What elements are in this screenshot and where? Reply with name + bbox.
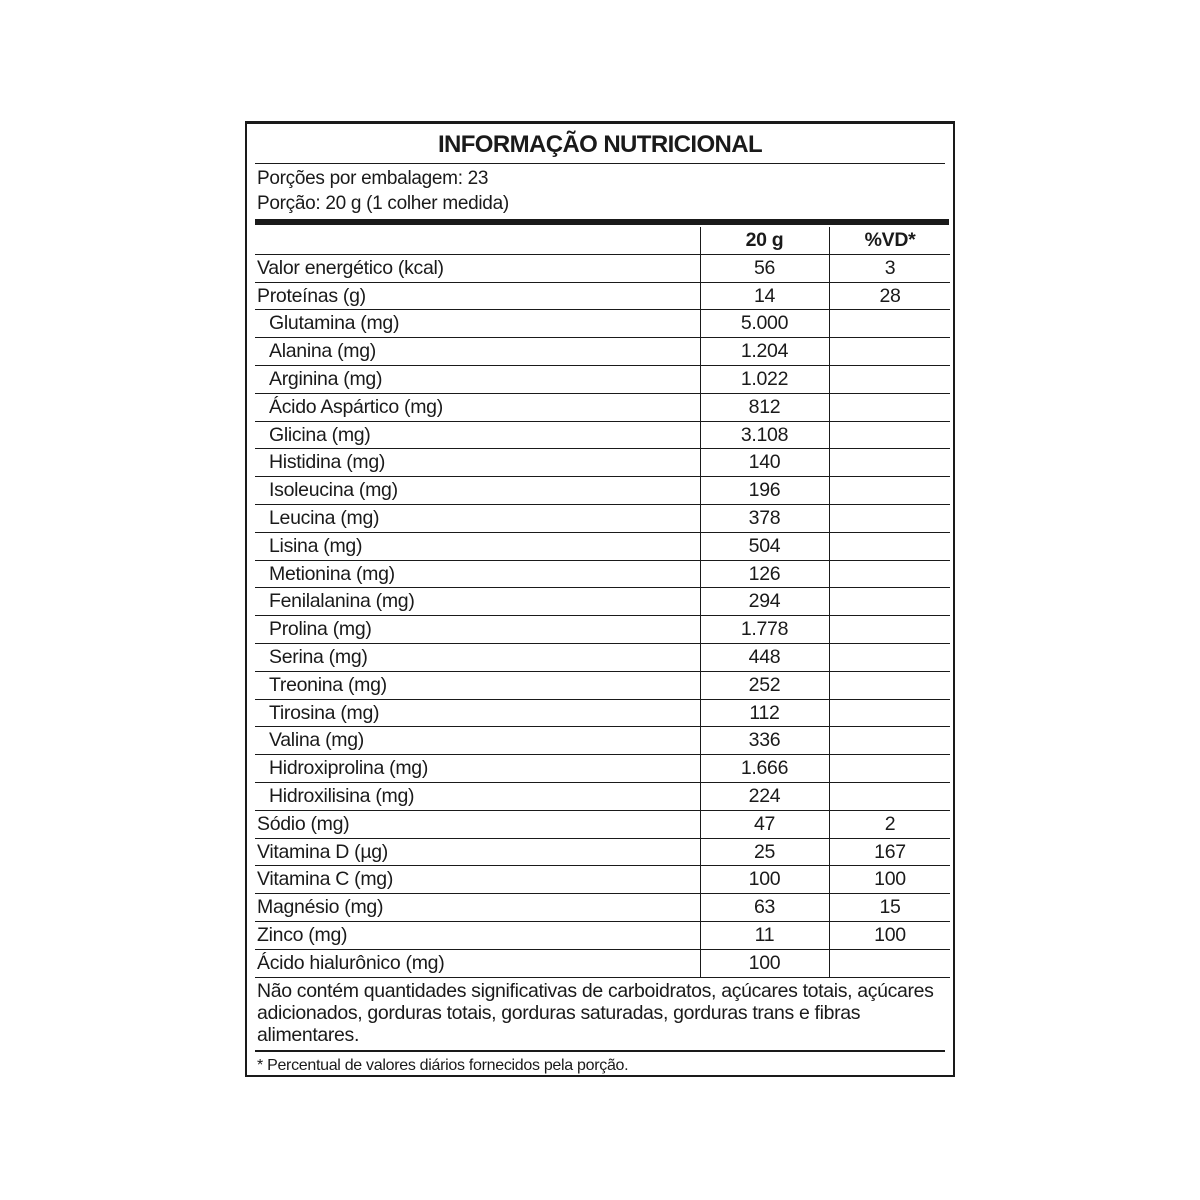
nutrient-amount: 252 xyxy=(700,672,828,699)
nutrient-dv xyxy=(829,533,950,560)
table-row xyxy=(255,811,950,839)
table-row xyxy=(255,255,950,283)
nutrient-dv xyxy=(829,672,950,699)
nutrient-dv xyxy=(829,616,950,643)
nutrient-amount: 196 xyxy=(700,477,828,504)
table-row xyxy=(255,394,950,422)
nutrient-amount: 140 xyxy=(700,449,828,476)
nutrient-amount: 112 xyxy=(700,700,828,727)
nutrient-name: Hidroxiprolina (mg) xyxy=(269,757,429,780)
table-row xyxy=(255,700,950,728)
table-row xyxy=(255,672,950,700)
nutrient-dv xyxy=(829,477,950,504)
nutrient-name: Fenilalanina (mg) xyxy=(269,590,415,613)
nutrient-name: Metionina (mg) xyxy=(269,562,395,585)
nutrient-amount: 1.778 xyxy=(700,616,828,643)
nutrient-name: Hidroxilisina (mg) xyxy=(269,784,415,807)
nutrient-name: Isoleucina (mg) xyxy=(269,479,398,502)
nutrient-dv xyxy=(829,366,950,393)
panel-title: INFORMAÇÃO NUTRICIONAL xyxy=(437,131,763,158)
nutrient-name: Ácido Aspártico (mg) xyxy=(269,395,443,418)
title-divider xyxy=(255,163,945,164)
nutrient-dv: 3 xyxy=(829,255,950,282)
serving-size: Porção: 20 g (1 colher medida) xyxy=(257,193,509,214)
footnote-divider xyxy=(255,1050,945,1052)
nutrient-amount: 1.204 xyxy=(700,338,828,365)
table-row xyxy=(255,950,950,978)
nutrient-name: Histidina (mg) xyxy=(269,451,386,474)
nutrient-name: Prolina (mg) xyxy=(269,618,372,641)
nutrient-name: Vitamina C (mg) xyxy=(257,868,394,891)
table-row xyxy=(255,283,950,311)
nutrient-dv xyxy=(829,505,950,532)
nutrient-dv: 2 xyxy=(829,811,950,838)
nutrient-dv: 28 xyxy=(829,283,950,310)
nutrient-dv xyxy=(829,783,950,810)
table-row xyxy=(255,755,950,783)
nutrient-name: Sódio (mg) xyxy=(257,812,350,835)
nutrient-dv xyxy=(829,588,950,615)
nutrient-amount: 224 xyxy=(700,783,828,810)
nutrient-name: Arginina (mg) xyxy=(269,367,383,390)
nutrient-dv xyxy=(829,700,950,727)
nutrient-table xyxy=(255,227,950,978)
nutrient-name: Glicina (mg) xyxy=(269,423,371,446)
nutrient-name: Lisina (mg) xyxy=(269,534,363,557)
nutrient-amount: 812 xyxy=(700,394,828,421)
nutrient-name: Treonina (mg) xyxy=(269,673,387,696)
nutrient-amount: 1.022 xyxy=(700,366,828,393)
nutrient-amount: 126 xyxy=(700,561,828,588)
nutrient-dv xyxy=(829,644,950,671)
nutrient-name: Serina (mg) xyxy=(269,645,368,668)
table-row xyxy=(255,922,950,950)
header-name-cell xyxy=(257,227,697,254)
table-row xyxy=(255,366,950,394)
nutrient-amount: 56 xyxy=(700,255,828,282)
table-row xyxy=(255,449,950,477)
table-row xyxy=(255,505,950,533)
nutrient-dv xyxy=(829,755,950,782)
nutrient-amount: 47 xyxy=(700,811,828,838)
nutrient-dv: 15 xyxy=(829,894,950,921)
nutrient-dv xyxy=(829,394,950,421)
nutrient-dv xyxy=(829,727,950,754)
servings-per-package: Porções por embalagem: 23 xyxy=(257,168,489,189)
nutrient-amount: 378 xyxy=(700,505,828,532)
table-row xyxy=(255,561,950,589)
nutrient-name: Proteínas (g) xyxy=(257,284,366,307)
nutrient-amount: 3.108 xyxy=(700,422,828,449)
nutrition-facts-panel xyxy=(245,121,955,1077)
nutrient-amount: 5.000 xyxy=(700,310,828,337)
nutrient-amount: 504 xyxy=(700,533,828,560)
nutrient-name: Zinco (mg) xyxy=(257,923,348,946)
table-row xyxy=(255,588,950,616)
nutrient-amount: 11 xyxy=(700,922,828,949)
nutrient-name: Vitamina D (µg) xyxy=(257,840,389,863)
nutrient-amount: 1.666 xyxy=(700,755,828,782)
nutrition-note: Não contém quantidades significativas de carboidratos, açúcares totais, açúcares adicionados, gorduras totais, gorduras saturadas, gorduras trans e fibras alimentares. xyxy=(257,980,934,1046)
nutrient-dv xyxy=(829,338,950,365)
nutrient-name: Magnésio (mg) xyxy=(257,896,384,919)
table-row xyxy=(255,727,950,755)
nutrient-name: Alanina (mg) xyxy=(269,340,376,363)
nutrient-dv xyxy=(829,449,950,476)
table-row xyxy=(255,644,950,672)
table-row xyxy=(255,533,950,561)
nutrient-name: Leucina (mg) xyxy=(269,506,380,529)
nutrient-dv xyxy=(829,310,950,337)
table-row xyxy=(255,310,950,338)
nutrient-name: Glutamina (mg) xyxy=(269,312,400,335)
nutrient-amount: 14 xyxy=(700,283,828,310)
nutrient-dv: 100 xyxy=(829,922,950,949)
table-row xyxy=(255,894,950,922)
serving-divider xyxy=(255,219,949,225)
footnote: * Percentual de valores diários fornecidos pela porção. xyxy=(257,1057,629,1074)
nutrient-amount: 336 xyxy=(700,727,828,754)
header-amount: 20 g xyxy=(700,227,828,254)
nutrient-dv xyxy=(829,422,950,449)
nutrient-amount: 25 xyxy=(700,839,828,866)
table-row xyxy=(255,839,950,867)
nutrient-name: Valina (mg) xyxy=(269,729,364,752)
table-row xyxy=(255,616,950,644)
nutrient-name: Tirosina (mg) xyxy=(269,701,380,724)
table-header xyxy=(255,227,950,255)
nutrient-name: Valor energético (kcal) xyxy=(257,256,444,279)
header-dv: %VD* xyxy=(829,227,950,254)
nutrient-amount: 100 xyxy=(700,866,828,893)
table-row xyxy=(255,866,950,894)
nutrient-amount: 100 xyxy=(700,950,828,977)
nutrient-name: Ácido hialurônico (mg) xyxy=(257,951,445,974)
table-row xyxy=(255,477,950,505)
nutrient-amount: 294 xyxy=(700,588,828,615)
nutrient-amount: 448 xyxy=(700,644,828,671)
nutrient-dv: 167 xyxy=(829,839,950,866)
table-row xyxy=(255,783,950,811)
table-row xyxy=(255,338,950,366)
table-row xyxy=(255,422,950,450)
nutrient-dv xyxy=(829,950,950,977)
nutrient-dv xyxy=(829,561,950,588)
nutrient-amount: 63 xyxy=(700,894,828,921)
nutrient-dv: 100 xyxy=(829,866,950,893)
